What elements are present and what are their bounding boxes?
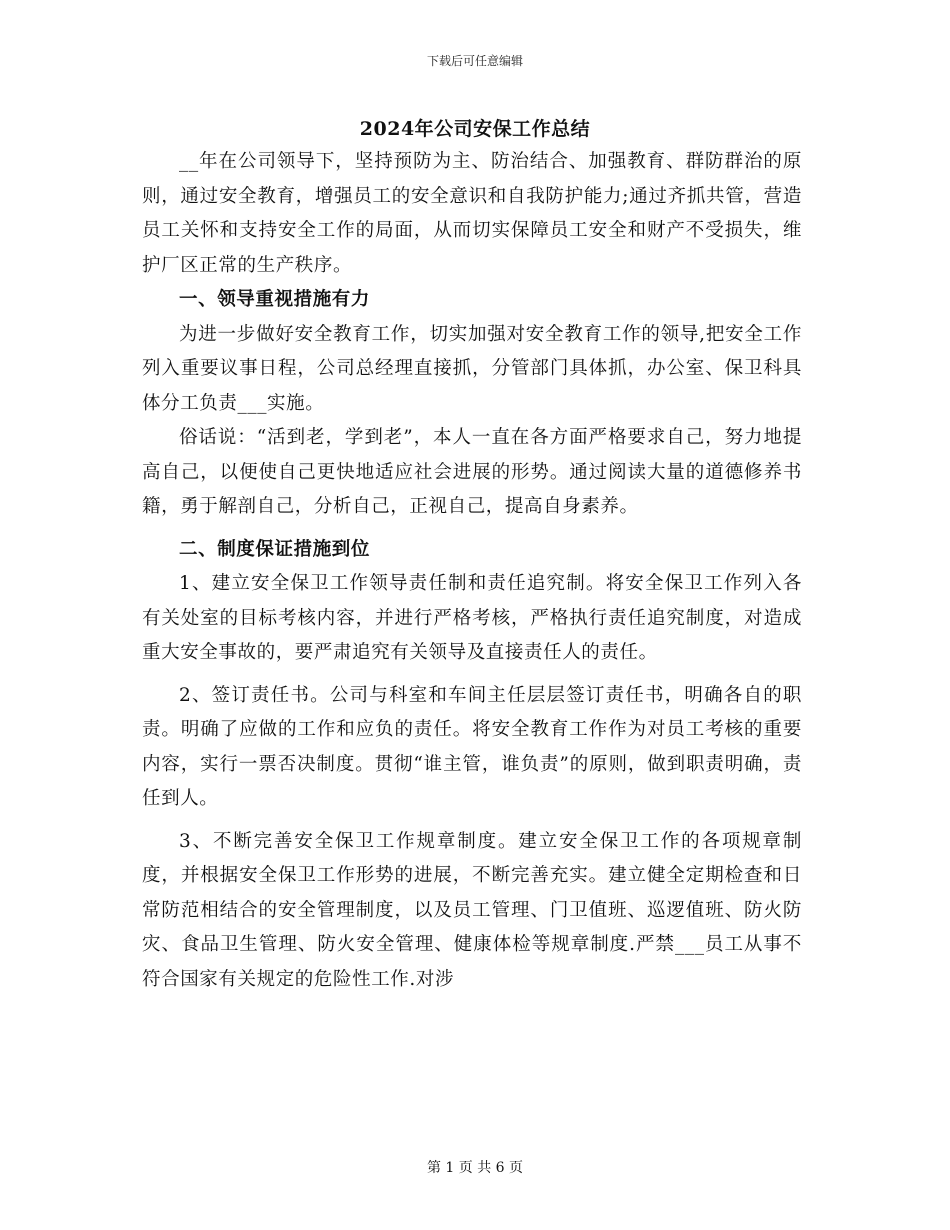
page-footer: 第 1 页 共 6 页 <box>426 1160 524 1176</box>
paragraph-1: 为进一步做好安全教育工作，切实加强对安全教育工作的领导,把安全工作列入重要议事日程，公司总经理直接抓，分管部门具体抓，办公室、保卫科具体分工负责___实施。 <box>142 323 802 414</box>
document-body <box>142 145 802 997</box>
paragraph-3: 1、建立安全保卫工作领导责任制和责任追究制。将安全保卫工作列入各有关处室的目标考核内容，并进行严格考核，严格执行责任追究制度，对造成重大安全事故的，要严肃追究有关领导及直接责任人的责任。 <box>142 573 802 663</box>
section-heading-1: 一、领导重视措施有力 <box>179 289 371 310</box>
paragraph-4: 2、签订责任书。公司与科室和车间主任层层签订责任书，明确各自的职责。明确了应做的工作和应负的责任。将安全教育工作作为对员工考核的重要内容，实行一票否决制度。贯彻“谁主管，谁负责”的原则，做到职责明确，责任到人。 <box>142 684 802 809</box>
paragraph-2: 俗话说：“活到老，学到老”，本人一直在各方面严格要求自己，努力地提高自己，以便使自己更快地适应社会进展的形势。通过阅读大量的道德修养书籍，勇于解剖自己，分析自己，正视自己，提高自身素养。 <box>142 427 802 517</box>
paragraph-5: 3、不断完善安全保卫工作规章制度。建立安全保卫工作的各项规章制度，并根据安全保卫工作形势的进展，不断完善充实。建立健全定期检查和日常防范相结合的安全管理制度，以及员工管理、门卫值班、巡逻值班、防火防灾、食品卫生管理、防火安全管理、健康体检等规章制度.严禁___员工从事不符合国家有关规定的危险性工作.对涉 <box>142 830 802 990</box>
intro-paragraph: __年在公司领导下，坚持预防为主、防治结合、加强教育、群防群治的原则，通过安全教育，增强员工的安全意识和自我防护能力;通过齐抓共管，营造员工关怀和支持安全工作的局面，从而切实保障员工安全和财产不受损失，维护厂区正常的生产秩序。 <box>142 151 802 276</box>
header-note: 下载后可任意编辑 <box>426 54 523 68</box>
document-title: 2024年公司安保工作总结 <box>359 118 591 140</box>
section-heading-2: 二、制度保证措施到位 <box>179 538 371 560</box>
